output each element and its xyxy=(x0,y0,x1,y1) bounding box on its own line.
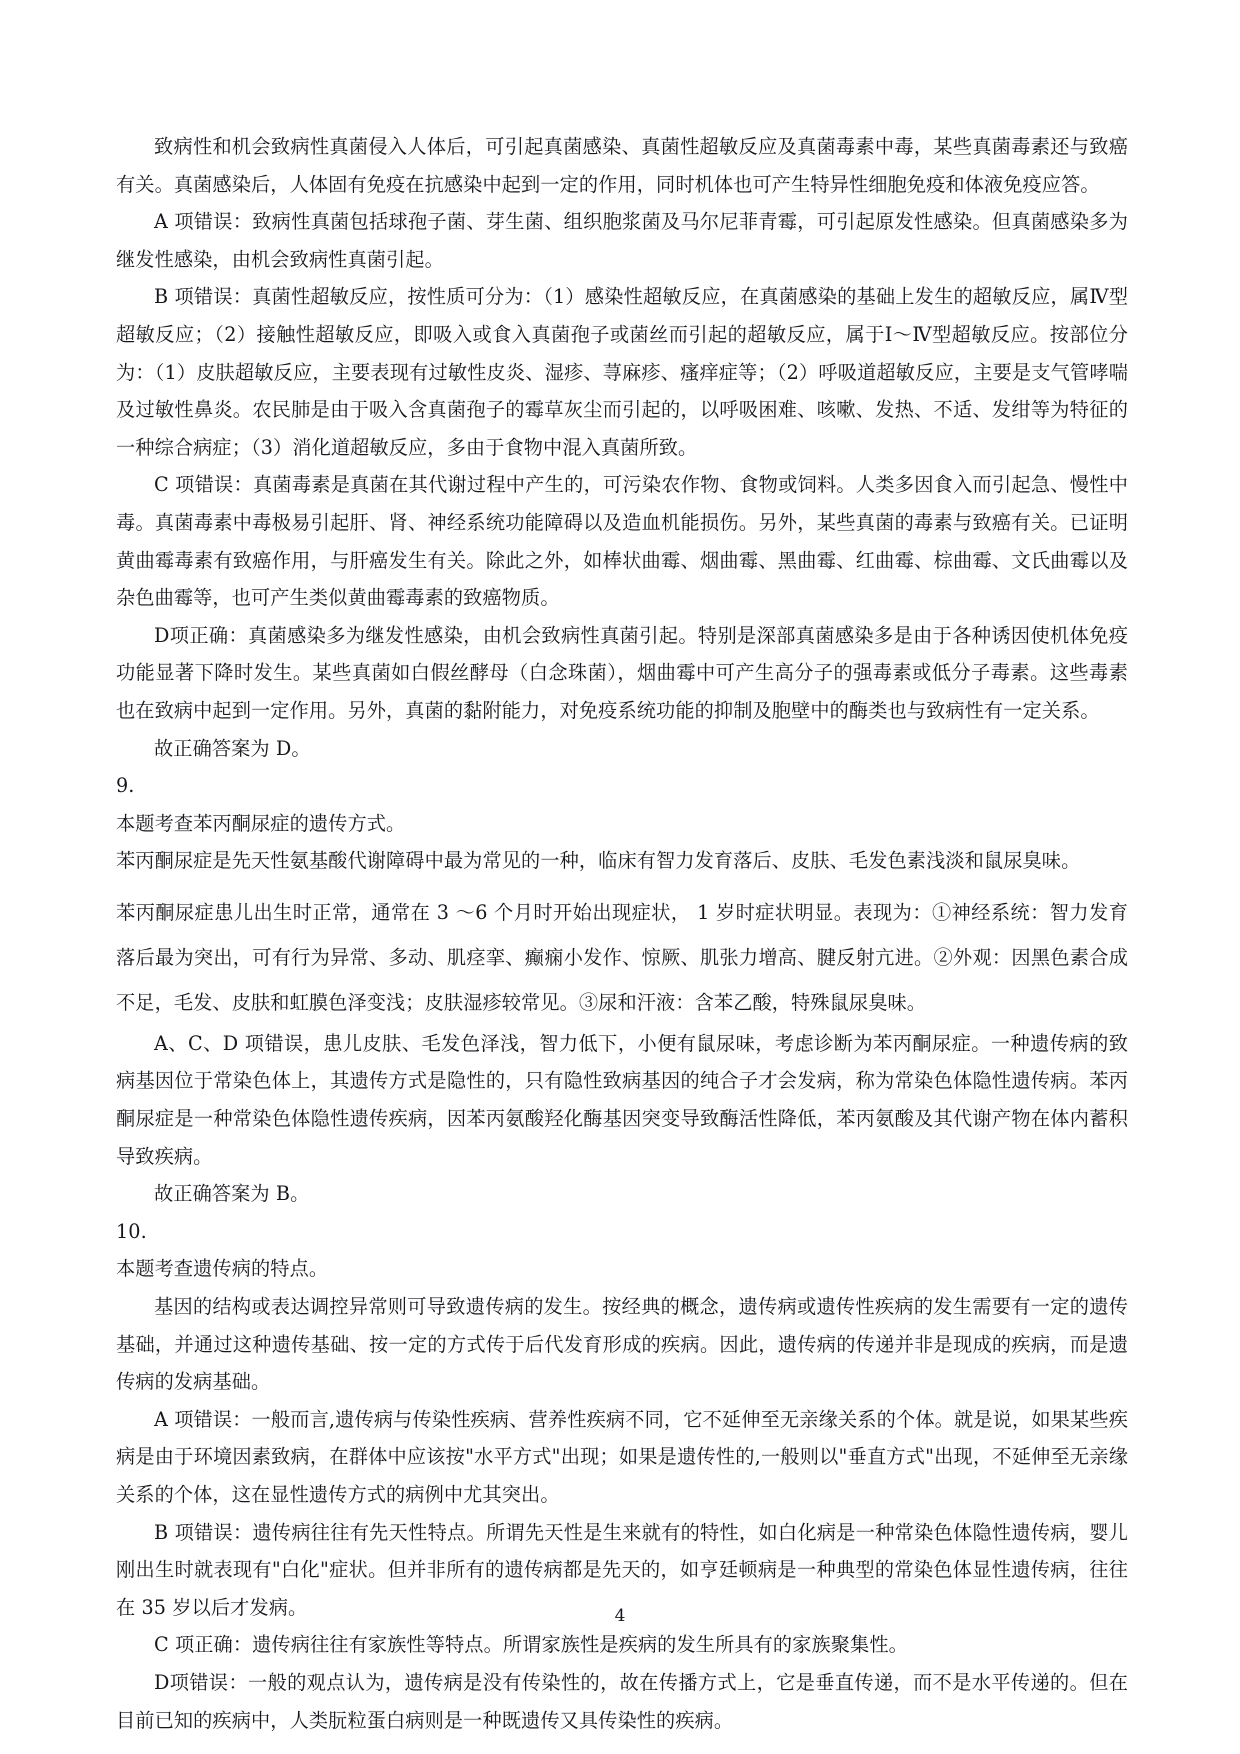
page-number: 4 xyxy=(614,1606,626,1626)
paragraph-option-a-q8: A 项错误：致病性真菌包括球孢子菌、芽生菌、组织胞浆菌及马尔尼菲青霉，可引起原发性感染。但真菌感染多为继发性感染，由机会致病性真菌引起。 xyxy=(116,210,1128,271)
page-content xyxy=(116,128,1128,1739)
answer-line-q8: 故正确答案为 D。 xyxy=(154,736,311,760)
paragraph-option-b-q8: B 项错误：真菌性超敏反应，按性质可分为：（1）感染性超敏反应，在真菌感染的基础上发生的超敏反应，属Ⅳ型超敏反应；（2）接触性超敏反应，即吸入或食入真菌孢子或菌丝而引起的超敏反应，属于Ⅰ～Ⅳ型超敏反应。按部位分为：（1）皮肤超敏反应，主要表现有过敏性皮炎、湿疹、荨麻疹、瘙痒症等；（2）呼吸道超敏反应，主要是支气管哮喘及过敏性鼻炎。农民肺是由于吸入含真菌孢子的霉草灰尘而引起的，以呼吸困难、咳嗽、发热、不适、发绀等为特征的一种综合病症；（3）消化道超敏反应，多由于食物中混入真菌所致。 xyxy=(116,285,1128,459)
paragraph-option-c-q10: C 项正确：遗传病往往有家族性等特点。所谓家族性是疾病的发生所具有的家族聚集性。 xyxy=(154,1633,908,1657)
paragraph-options-acd-q9: A、C、D 项错误，患儿皮肤、毛发色泽浅，智力低下，小便有鼠尿味，考虑诊断为苯丙酮尿症。一种遗传病的致病基因位于常染色体上，其遗传方式是隐性的，只有隐性致病基因的纯合子才会发病，称为常染色体隐性遗传病。苯丙酮尿症是一种常染色体隐性遗传疾病，因苯丙氨酸羟化酶基因突变导致酶活性降低，苯丙氨酸及其代谢产物在体内蓄积导致疾病。 xyxy=(116,1031,1128,1168)
paragraph-pku-definition: 苯丙酮尿症是先天性氨基酸代谢障碍中最为常见的一种，临床有智力发育落后、皮肤、毛发色素浅淡和鼠尿臭味。 xyxy=(116,849,1081,873)
question-number-9: 9. xyxy=(116,774,135,798)
question-number-10: 10. xyxy=(116,1219,147,1243)
question-topic-10: 本题考查遗传病的特点。 xyxy=(116,1257,329,1281)
paragraph-option-b-q10: B 项错误：遗传病往往有先天性特点。所谓先天性是生来就有的特性，如白化病是一种常染色体隐性遗传病，婴儿刚出生时就表现有"白化"症状。但并非所有的遗传病都是先天的，如亨廷顿病是一种典型的常染色体显性遗传病，往往在 35 岁以后才发病。 xyxy=(116,1520,1128,1619)
paragraph-pku-symptoms: 苯丙酮尿症患儿出生时正常，通常在 3 ～6 个月时开始出现症状， 1 岁时症状明显。表现为：①神经系统：智力发育落后最为突出，可有行为异常、多动、肌痉挛、癫痫小发作、惊厥、肌张力增高、腱反射亢进。②外观：因黑色素合成不足，毛发、皮肤和虹膜色泽变浅；皮肤湿疹较常见。③尿和汗液：含苯乙酸，特殊鼠尿臭味。 xyxy=(116,900,1128,1014)
answer-line-q9: 故正确答案为 B。 xyxy=(154,1182,310,1206)
paragraph-option-d-q10: D项错误：一般的观点认为，遗传病是没有传染性的，故在传播方式上，它是垂直传递，而不是水平传递的。但在目前已知的疾病中，人类朊粒蛋白病则是一种既遗传又具传染性的疾病。 xyxy=(116,1670,1128,1732)
paragraph-option-d-q8: D项正确：真菌感染多为继发性感染，由机会致病性真菌引起。特别是深部真菌感染多是由于各种诱因使机体免疫功能显著下降时发生。某些真菌如白假丝酵母（白念珠菌），烟曲霉中可产生高分子的强毒素或低分子毒素。这些毒素也在致病中起到一定作用。另外，真菌的黏附能力，对免疫系统功能的抑制及胞壁中的酶类也与致病性有一定关系。 xyxy=(116,623,1128,722)
paragraph-option-c-q8: C 项错误：真菌毒素是真菌在其代谢过程中产生的，可污染农作物、食物或饲料。人类多因食入而引起急、慢性中毒。真菌毒素中毒极易引起肝、肾、神经系统功能障碍以及造血机能损伤。另外，某些真菌的毒素与致癌有关。已证明黄曲霉毒素有致癌作用，与肝癌发生有关。除此之外，如棒状曲霉、烟曲霉、黑曲霉、红曲霉、棕曲霉、文氏曲霉以及杂色曲霉等，也可产生类似黄曲霉毒素的致癌物质。 xyxy=(116,473,1128,610)
question-topic-9: 本题考查苯丙酮尿症的遗传方式。 xyxy=(116,811,406,835)
paragraph-intro: 致病性和机会致病性真菌侵入人体后，可引起真菌感染、真菌性超敏反应及真菌毒素中毒，某些真菌毒素还与致癌有关。真菌感染后，人体固有免疫在抗感染中起到一定的作用，同时机体也可产生特异性细胞免疫和体液免疫应答。 xyxy=(116,135,1128,196)
paragraph-option-a-q10: A 项错误：一般而言,遗传病与传染性疾病、营养性疾病不同，它不延伸至无亲缘关系的个体。就是说，如果某些疾病是由于环境因素致病，在群体中应该按"水平方式"出现；如果是遗传性的,一般则以"垂直方式"出现，不延伸至无亲缘关系的个体，这在显性遗传方式的病例中尤其突出。 xyxy=(116,1407,1128,1506)
paragraph-genetic-disease-basis: 基因的结构或表达调控异常则可导致遗传病的发生。按经典的概念，遗传病或遗传性疾病的发生需要有一定的遗传基础，并通过这种遗传基础、按一定的方式传于后代发育形成的疾病。因此，遗传病的传递并非是现成的疾病，而是遗传病的发病基础。 xyxy=(116,1295,1128,1394)
